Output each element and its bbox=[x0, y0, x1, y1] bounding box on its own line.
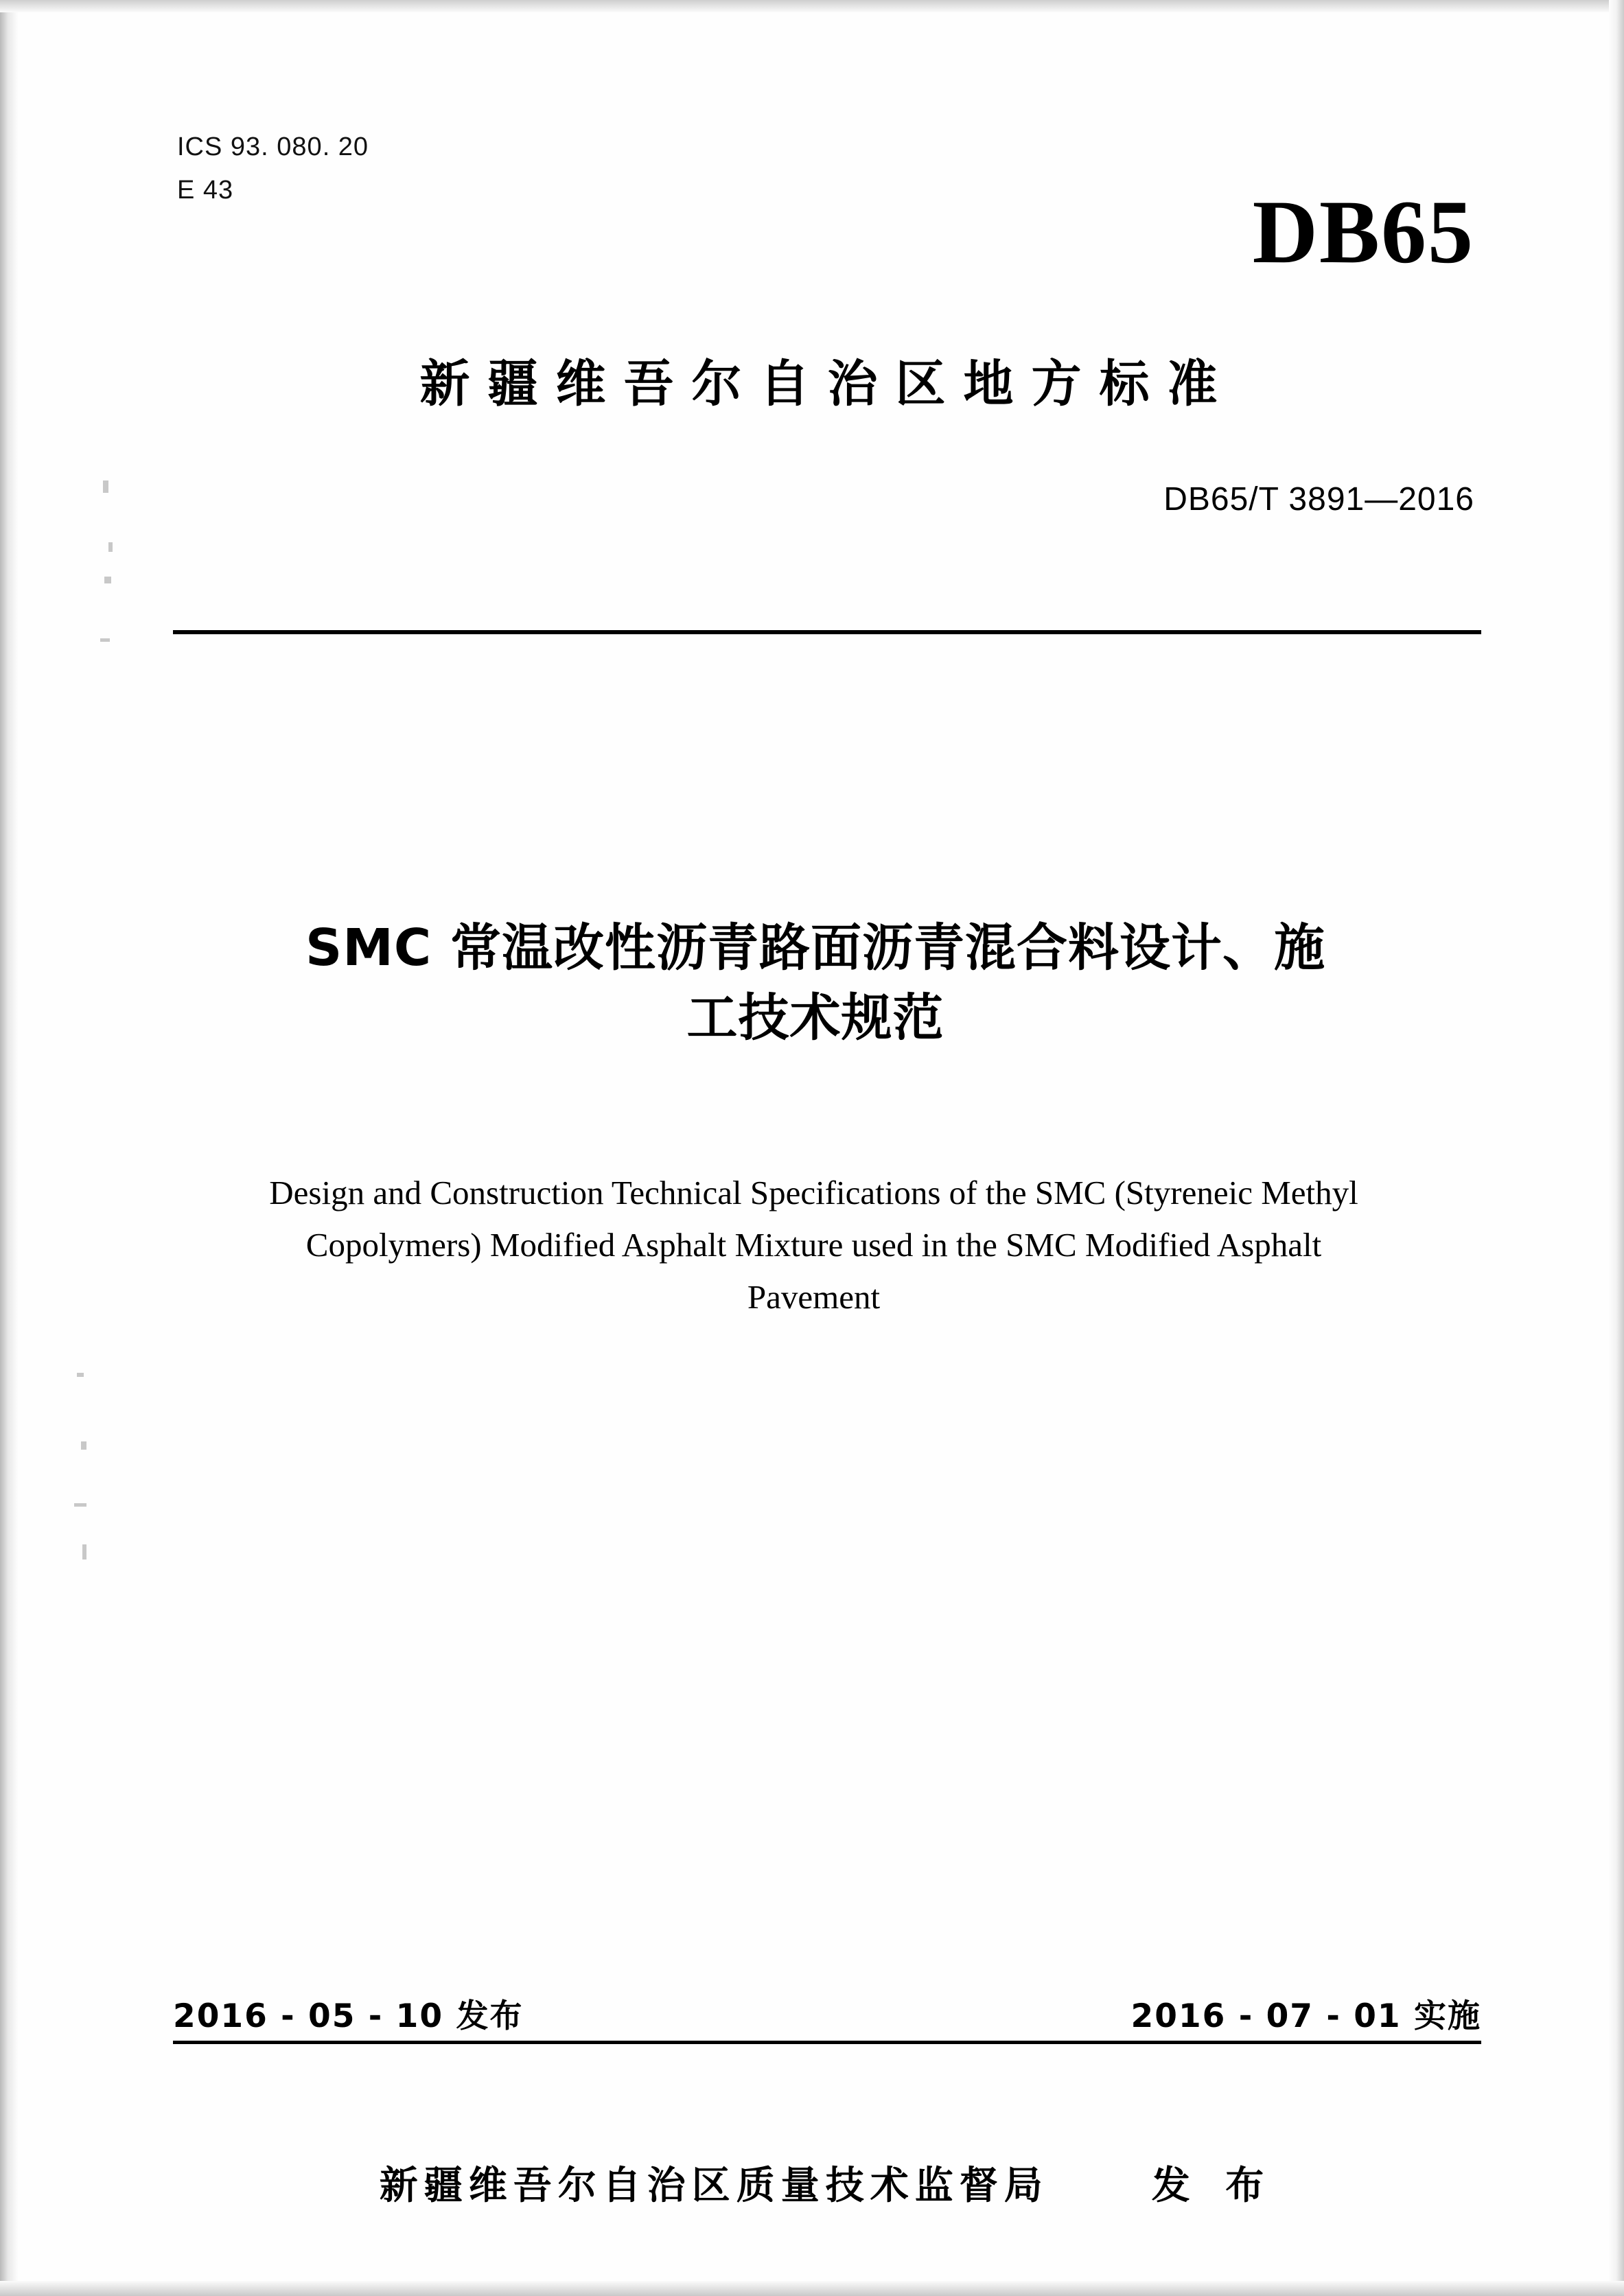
scan-speck bbox=[74, 1503, 86, 1507]
english-title bbox=[172, 1167, 1456, 1323]
english-title-line-2: Copolymers) Modified Asphalt Mixture used in the SMC Modified Asphalt bbox=[305, 1225, 1322, 1264]
implementation-date: 2016 - 07 - 01 实施 bbox=[1130, 1997, 1481, 2035]
page-title bbox=[130, 913, 1500, 1053]
standard-number: DB65/T 3891—2016 bbox=[1163, 481, 1474, 518]
header-divider bbox=[173, 630, 1481, 634]
english-title-line-3: Pavement bbox=[747, 1277, 881, 1316]
standard-authority-title: 新疆维吾尔自治区地方标准 bbox=[419, 355, 1236, 413]
ics-classification-block bbox=[177, 127, 369, 211]
classification-code: E 43 bbox=[177, 175, 234, 205]
standard-series-logo: DB65 bbox=[1252, 181, 1474, 282]
scan-speck bbox=[77, 1373, 84, 1377]
scan-speck bbox=[108, 542, 113, 552]
issuer-row bbox=[173, 2155, 1481, 2210]
scan-speck bbox=[82, 1544, 86, 1559]
page-title-line-2: 工技术规范 bbox=[686, 988, 944, 1048]
issuer-organization: 新疆维吾尔自治区质量技术监督局 bbox=[379, 2164, 1049, 2208]
scan-speck bbox=[81, 1441, 86, 1450]
issuer-action-label: 发 布 bbox=[1151, 2164, 1275, 2208]
page-title-line-1: SMC 常温改性沥青路面沥青混合料设计、施 bbox=[305, 918, 1325, 977]
issue-date: 2016 - 05 - 10 发布 bbox=[173, 1997, 524, 2035]
ics-code: ICS 93. 080. 20 bbox=[177, 132, 369, 161]
date-row bbox=[173, 1991, 1481, 2039]
english-title-line-1: Design and Construction Technical Specifications of the SMC (Styreneic Methyl bbox=[269, 1174, 1358, 1211]
scan-speck bbox=[104, 577, 111, 583]
scan-speck bbox=[103, 480, 108, 493]
scan-speck bbox=[100, 638, 110, 642]
footer-divider bbox=[173, 2041, 1481, 2044]
